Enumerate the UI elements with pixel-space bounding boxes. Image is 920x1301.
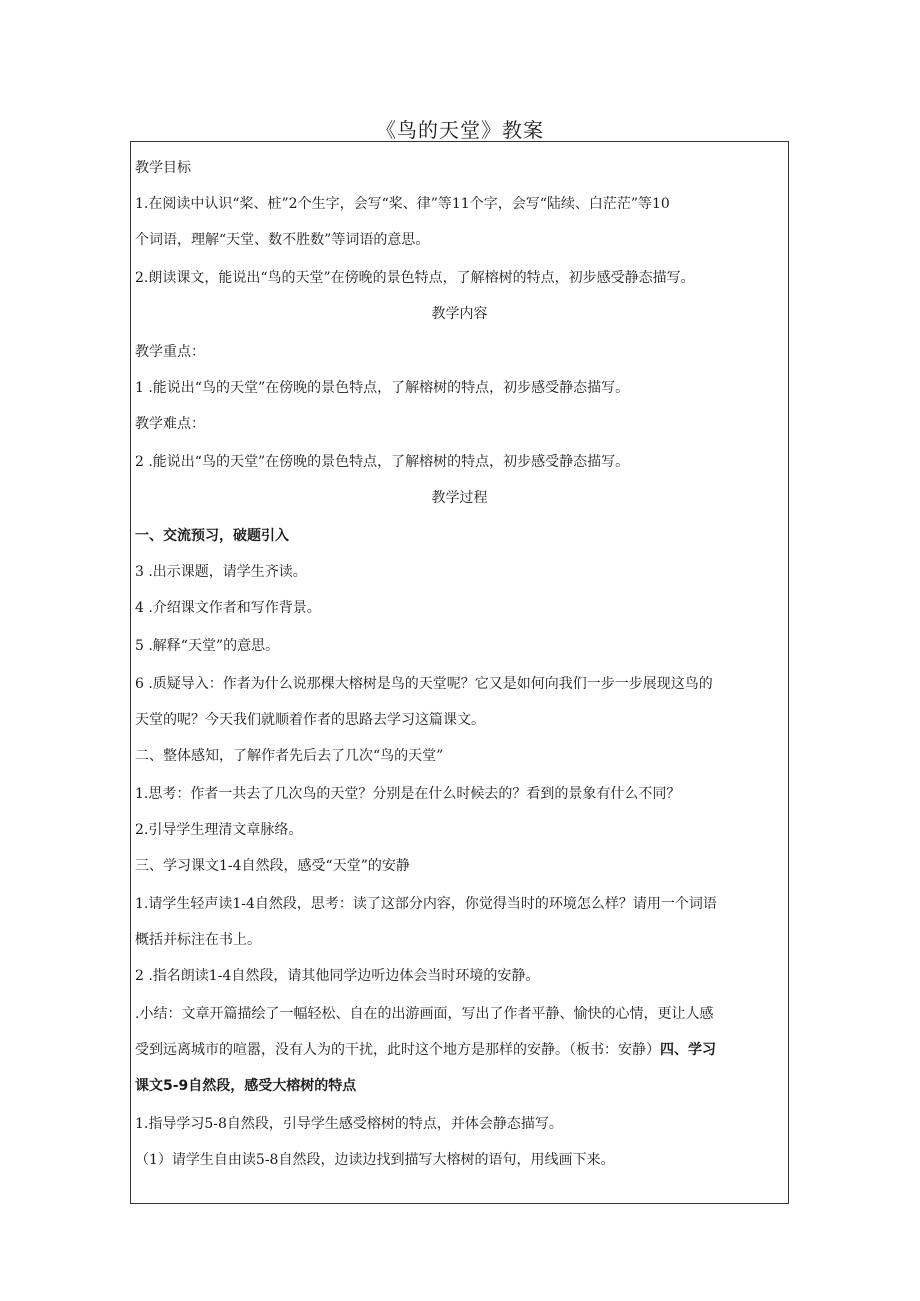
section-heading-process: 教学过程: [431, 490, 488, 506]
step-line: 6 .质疑导入：作者为什么说那棵大榕树是鸟的天堂呢？它又是如何向我们一步一步展现这鸟的: [135, 676, 713, 692]
key-point-label: 教学重点：: [135, 344, 205, 360]
step-line: [135, 1040, 716, 1060]
difficulty-line: 2 .能说出“鸟的天堂”在傍晚的景色特点，了解榕树的特点，初步感受静态描写。: [135, 454, 630, 470]
step-heading: 一、交流预习，破题引入: [135, 528, 289, 544]
step-heading: 课文5-9自然段，感受大榕树的特点: [135, 1078, 357, 1094]
step-line: 1.指导学习5-8自然段，引导学生感受榕树的特点，并体会静态描写。: [135, 1116, 563, 1132]
key-point-line: 1 .能说出“鸟的天堂”在傍晚的景色特点，了解榕树的特点，初步感受静态描写。: [135, 380, 630, 396]
summary-text: 受到远离城市的喧嚣，没有人为的干扰，此时这个地方是那样的安静。（板书：安静）: [135, 1042, 660, 1058]
step-line: （1）请学生自由读5-8自然段，边读边找到描写大榕树的语句，用线画下来。: [135, 1152, 615, 1168]
step-heading: 二、整体感知，了解作者先后去了几次“鸟的天堂”: [135, 748, 444, 764]
step-line: 2.引导学生理清文章脉络。: [135, 822, 303, 838]
step-line: .小结：文章开篇描绘了一幅轻松、自在的出游画面，写出了作者平静、愉快的心情，更让人感: [135, 1006, 714, 1022]
document-title: 《鸟的天堂》教案: [376, 118, 544, 142]
step-line: 3 .出示课题，请学生齐读。: [135, 564, 307, 580]
step-line: 4 .介绍课文作者和写作背景。: [135, 600, 321, 616]
difficulty-label: 教学难点：: [135, 416, 205, 432]
step-heading-inline: 四、学习: [660, 1042, 716, 1058]
objective-line: 1.在阅读中认识“桨、桩”2个生字，会写“桨、律”等11个字，会写“陆续、白茫茫”等10: [135, 196, 670, 212]
step-line: 5 .解释“天堂”的意思。: [135, 638, 280, 654]
step-line: 1.请学生轻声读1-4自然段，思考：读了这部分内容，你觉得当时的环境怎么样？请用一个词语: [135, 896, 717, 912]
section-heading-content: 教学内容: [431, 306, 488, 322]
step-line: 2 .指名朗读1-4自然段，请其他同学边听边体会当时环境的安静。: [135, 968, 540, 984]
section-heading-objectives: 教学目标: [135, 160, 191, 176]
objective-line: 2.朗读课文，能说出“鸟的天堂”在傍晚的景色特点，了解榕树的特点，初步感受静态描写。: [135, 270, 695, 286]
step-heading: 三、学习课文1-4自然段，感受“天堂”的安静: [135, 858, 410, 874]
step-line: 概括并标注在书上。: [135, 932, 261, 948]
objective-line: 个词语，理解“天堂、数不胜数”等词语的意思。: [135, 232, 430, 248]
step-line: 天堂的呢？今天我们就顺着作者的思路去学习这篇课文。: [135, 712, 485, 728]
step-line: 1.思考：作者一共去了几次鸟的天堂？分别是在什么时候去的？看到的景象有什么不同？: [135, 786, 681, 802]
